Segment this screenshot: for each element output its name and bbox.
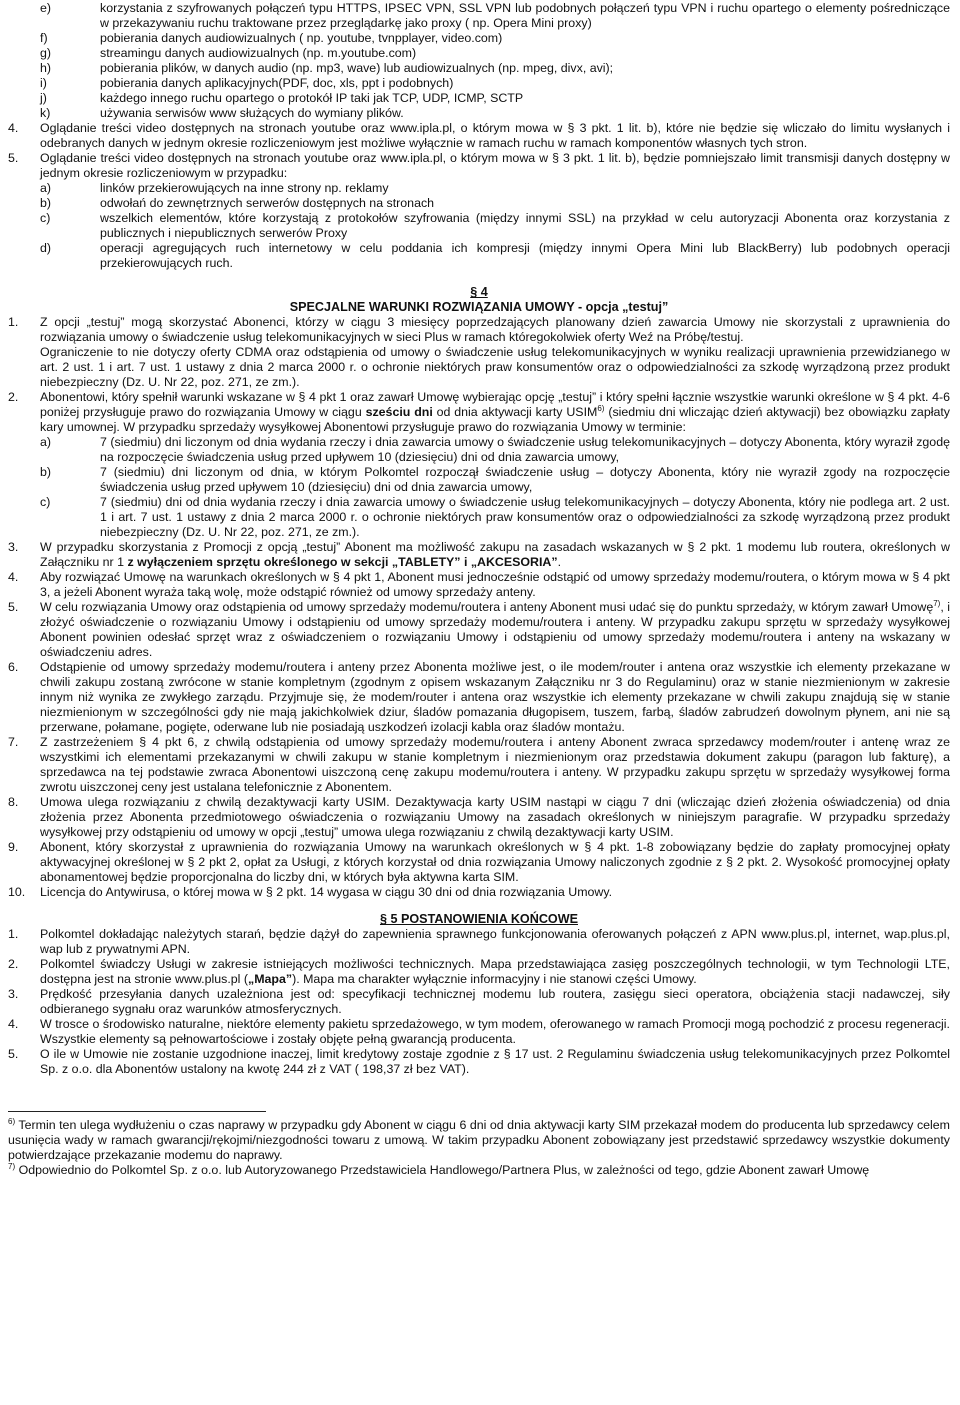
footnote-marker: 7) bbox=[8, 1161, 16, 1171]
paragraph-item: 8. Umowa ulega rozwiązaniu z chwilą dezaktywacji karty USIM. Dezaktywacja karty USIM nastąpi w ciągu 7 dni (wliczając dzień złożenia oświadczenia) od dnia złożenia przez Abonenta przedmiotowego oświadczenia o rozwiązaniu Umowy na zasadach określonych w niniejszym paragrafie. W przypadku sprzedaży wysyłkowej przy odstąpieniu od umowy w opcji „testuj” umowa ulega rozwiązaniu z chwilą dezaktywacji karty USIM. bbox=[8, 795, 950, 839]
paragraph-item: 1. Z opcji „testuj” mogą skorzystać Abonenci, którzy w ciągu 3 miesięcy poprzedzających planowany dzień zawarcia Umowy nie skorzystali z uprawnienia do rozwiązania umowy o świadczenie usług telekomunikacyjnych w sieci Plus w ramach któregokolwiek oferty Weź na Próbę/testuj. bbox=[8, 315, 950, 344]
section-number: § 4 bbox=[470, 285, 488, 299]
footnote-divider bbox=[8, 1111, 266, 1112]
list-item: d) operacji agregujących ruch internetowy w celu poddania ich kompresji (między innymi Opera Mini lub BlackBerry) lub podobnych operacji przekierowujących ruch. bbox=[40, 241, 950, 270]
list-item: k) używania serwisów www służących do wymiany plików. bbox=[40, 106, 404, 120]
paragraph-item: 3. W przypadku skorzystania z Promocji z opcją „testuj” Abonent ma możliwość zakupu na zasadach wskazanych w § 2 pkt. 1 modemu lub routera, określonych w Załączniku nr 1 z wyłączeniem sprzętu określonego w sekcji „TABLETY” i „AKCESORIA”. bbox=[8, 540, 950, 569]
list-item: i) pobierania danych aplikacyjnych(PDF, doc, xls, ppt i podobnych) bbox=[40, 76, 454, 90]
footnote-ref: 7) bbox=[933, 598, 941, 608]
paragraph-item: 9. Abonent, który skorzystał z uprawnienia do rozwiązania Umowy na warunkach określonych w § 4 pkt. 1-8 zobowiązany będzie do zapłaty promocyjnej opłaty aktywacyjnej określonej w § 2 pkt 2, opłat za Usługi, z których korzystał od dnia rozwiązania Umowy naliczonych zgodnie z § 2 pkt. 2. Wysokość promocyjnej opłaty abonamentowej będzie proporcjonalna do liczby dni, w których była aktywna karta SIM. bbox=[8, 840, 950, 884]
list-item: a) 7 (siedmiu) dni liczonym od dnia wydania rzeczy i dnia zawarcia umowy o świadczenie usług telekomunikacyjnych – dotyczy Abonenta, który wyraził zgodę na rozpoczęcie świadczenia usług przed upływem 10 (dziesięciu) dni od dnia zawarcia umowy, bbox=[40, 435, 950, 464]
list-item: f) pobierania danych audiowizualnych ( np. youtube, tvnpplayer, video.com) bbox=[40, 31, 503, 45]
list-item: a) linków przekierowujących na inne strony np. reklamy bbox=[40, 181, 389, 195]
list-item: b) 7 (siedmiu) dni liczonym od dnia, w którym Polkomtel rozpoczął świadczenie usług – dotyczy Abonenta, który nie wyraził zgody na rozpoczęcie świadczenia usług przed upływem 10 (dziesięciu) dni od dnia zawarcia umowy, bbox=[40, 465, 950, 494]
paragraph-text: Polkomtel świadczy Usługi w zakresie istniejących możliwości technicznych. Mapa przedstawiająca zasięg poszczególnych technologii, w tym Technologii LTE, dostępna jest na stronie www.plus.pl („Mapa”). Mapa ma charakter wyłącznie informacyjny i nie stanowi części Umowy. bbox=[40, 957, 950, 986]
list-item: e) korzystania z szyfrowanych połączeń typu HTTPS, IPSEC VPN, SSL VPN lub podobnych połączeń typu VPN i ruchu opartego o elementy pośredniczące w przekazywaniu ruchu traktowane przez przeglądarkę jako proxy ( np. Opera Mini proxy) bbox=[40, 1, 950, 30]
paragraph-item: 5. W celu rozwiązania Umowy oraz odstąpienia od umowy sprzedaży modemu/routera i anteny Abonent musi udać się do punktu sprzedaży, w którym zawarł Umowę$^{7)}$, i złożyć oświadczenie o rozwiązaniu Umowy i odstąpieniu od umowy sprzedaży modemu/routera i anteny. W przypadku zakupu sprzętu w sprzedaży wysyłkowej Abonent powinien odesłać sprzęt wraz z oświadczeniem o rozwiązaniu Umowy i odstąpieniu od umowy sprzedaży modemu/routera i anteny na wskazany w oświadczeniu adres. bbox=[8, 598, 950, 659]
paragraph-continuation: Ograniczenie to nie dotyczy oferty CDMA oraz odstąpienia od umowy o świadczenie usług telekomunikacyjnych w wyniku realizacji uprawnienia przewidzianego w art. 2 ust. 1 i art. 7 ust. 1 ustawy z dnia 2 marca 2000 r. o ochronie niektórych praw konsumentów oraz o odpowiedzialności za szkodę wyrządzoną przez produkt niebezpieczny (Dz. U. Nr 22, poz. 271, ze zm.). bbox=[40, 345, 950, 389]
paragraph-text: Abonentowi, który spełnił warunki wskazane w § 4 pkt 1 oraz zawarł Umowę wybierając opcję „testuj” i który spełni łącznie wszystkie warunki określone w § 4 pkt. 4-6 poniżej przysługuje prawo do rozwiązania Umowy w ciągu sześciu dni od dnia aktywacji karty USIM$^{6)}$ (siedmiu dni wliczając dzień aktywacji) bez obowiązku zapłaty kary umownej. W przypadku sprzedaży wysyłkowej Abonentowi przysługuje prawo do rozwiązania Umowy w terminie: bbox=[40, 390, 950, 434]
footnote-ref: 6) bbox=[597, 403, 605, 413]
footnote-marker: 6) bbox=[8, 1116, 16, 1126]
paragraph-item: 3. Prędkość przesyłania danych uzależniona jest od: specyfikacji technicznej modemu lub routera, zasięgu sieci operatora, obciążenia stacji nadawczej, siły odbieranego sygnału oraz warunków atmosferycznych. bbox=[8, 987, 950, 1016]
list-item: j) każdego innego ruchu opartego o protokół IP taki jak TCP, UDP, ICMP, SCTP bbox=[40, 91, 524, 105]
list-item: g) streamingu danych audiowizualnych (np. m.youtube.com) bbox=[40, 46, 417, 60]
list-item: c) 7 (siedmiu) dni od dnia wydania rzeczy i dnia zawarcia umowy o świadczenie usług telekomunikacyjnych – dotyczy Abonenta, który nie podlega art. 2 ust. 1 i art. 7 ust. 1 ustawy z dnia 2 marca 2000 r. o ochronie niektórych praw konsumentów oraz o odpowiedzialności za szkodę wyrządzoną przez produkt niebezpieczny (Dz. U. Nr 22, poz. 271, ze zm.). bbox=[40, 495, 950, 539]
paragraph-text: W celu rozwiązania Umowy oraz odstąpienia od umowy sprzedaży modemu/routera i anteny Abonent musi udać się do punktu sprzedaży, w którym zawarł Umowę$^{7)}$, i złożyć oświadczenie o rozwiązaniu Umowy i odstąpieniu od umowy sprzedaży modemu/routera i anteny. W przypadku zakupu sprzętu w sprzedaży wysyłkowej Abonent powinien odesłać sprzęt wraz z oświadczeniem o rozwiązaniu Umowy i odstąpieniu od umowy sprzedaży modemu/routera i anteny na wskazany w oświadczeniu adres. bbox=[40, 598, 950, 659]
paragraph-item: 5. O ile w Umowie nie zostanie uzgodnione inaczej, limit kredytowy zostaje zgodnie z § 17 ust. 2 Regulaminu świadczenia usług telekomunikacyjnych przez Polkomtel Sp. z o.o. dla Abonentów ustalony na kwotę 244 zł z VAT ( 198,37 zł bez VAT). bbox=[8, 1047, 950, 1076]
section-title: § 5 POSTANOWIENIA KOŃCOWE bbox=[379, 912, 578, 926]
list-item: c) wszelkich elementów, które korzystają z protokołów szyfrowania (między innymi SSL) na przykład w celu autoryzacji Abonenta oraz korzystania z publicznych i niepublicznych serwerów Proxy bbox=[40, 211, 950, 240]
paragraph-item: 2. Abonentowi, który spełnił warunki wskazane w § 4 pkt 1 oraz zawarł Umowę wybierając opcję „testuj” i który spełni łącznie wszystkie warunki określone w § 4 pkt. 4-6 poniżej przysługuje prawo do rozwiązania Umowy w ciągu sześciu dni od dnia aktywacji karty USIM$^{6)}$ (siedmiu dni wliczając dzień aktywacji) bez obowiązku zapłaty kary umownej. W przypadku sprzedaży wysyłkowej Abonentowi przysługuje prawo do rozwiązania Umowy w terminie: bbox=[8, 390, 950, 434]
paragraph-item: 7. Z zastrzeżeniem § 4 pkt 6, z chwilą odstąpienia od umowy sprzedaży modemu/routera i anteny Abonent zwraca sprzedawcy modem/router i antenę wraz ze wszystkimi ich elementami przekazanymi w chwili zakupu w stanie kompletnym i niezmienionym oraz przedstawia dokument zakupu (paragon lub fakturę), a sprzedawca na tej podstawie zwraca Abonentowi uiszczoną cenę zakupu modemu/routera i anteny. W przypadku zakupu sprzętu w sprzedaży wysyłkowej forma zwrotu uiszczonej ceny jest ustalana telefonicznie z Abonentem. bbox=[8, 735, 950, 794]
list-item: h) pobierania plików, w danych audio (np. mp3, wave) lub audiowizualnych (np. mpeg, divx, avi); bbox=[40, 61, 614, 75]
section-title: SPECJALNE WARUNKI ROZWIĄZANIA UMOWY - opcja „testuj” bbox=[289, 300, 669, 314]
paragraph-item: 4. Aby rozwiązać Umowę na warunkach określonych w § 4 pkt 1, Abonent musi jednocześnie odstąpić od umowy sprzedaży modemu/routera, o którym mowa w § 4 pkt 3, a jeżeli Abonent wyraża taką wolę, może odstąpić również od umowy sprzedaży anteny. bbox=[8, 570, 950, 599]
list-item: b) odwołań do zewnętrznych serwerów dostępnych na stronach bbox=[40, 196, 435, 210]
paragraph-item: 1. Polkomtel dokładając należytych starań, będzie dążył do zapewnienia sprawnego funkcjonowania oferowanych połączeń z APN www.plus.pl, internet, wap.plus.pl, wap lub z prywatnymi APN. bbox=[8, 927, 950, 956]
spacer bbox=[8, 900, 950, 912]
paragraph-item: 4. W trosce o środowisko naturalne, niektóre elementy pakietu sprzedażowego, w tym modem, oferowanego w ramach Promocji mogą pochodzić z procesu regeneracji. Wszystkie elementy są pełnowartościowe i zostały objęte pełną gwarancją producenta. bbox=[8, 1017, 950, 1046]
paragraph-item: 6. Odstąpienie od umowy sprzedaży modemu/routera i anteny przez Abonenta możliwe jest, o ile modem/router i antena oraz wszystkie ich elementy przekazane w chwili zakupu zostaną zwrócone w stanie kompletnym (zgodnym z opisem wskazanym Załączniku nr 3 do Regulaminu) oraz w stanie niezmienionym w zakresie innym niż wynika ze zwykłego zarządu. Przyjmuje się, że modem/router i antena oraz wszystkie ich elementy przekazane w chwili zakupu znajdują się w stanie niezmienionym w szczególności gdy nie mają jakichkolwiek dziur, śladów pomazania długopisem, tuszem, farbą, śladów zabrudzeń dowolnym płynem, ani nie są przerwane, połamane, pogięte, oderwane lub nie posiadają uszkodzeń izolacji kabla oraz śladów montażu. bbox=[8, 660, 950, 734]
spacer bbox=[8, 271, 950, 285]
paragraph-item: 4. Oglądanie treści video dostępnych na stronach youtube oraz www.ipla.pl, o którym mowa w § 3 pkt. 1 lit. b), które nie będzie się wliczało do limitu wysłanych i odebranych danych w jednym okresie rozliczeniowym jest możliwe wyłącznie w ramach ruchu w ramach komponentów własnych tych stron. bbox=[8, 121, 950, 150]
paragraph-item: 10. Licencja do Antywirusa, o której mowa w § 2 pkt. 14 wygasa w ciągu 30 dni od dnia rozwiązania Umowy. bbox=[8, 885, 613, 899]
footnote: $^{6)}$ Termin ten ulega wydłużeniu o czas naprawy w przypadku gdy Abonent w ciągu 6 dni od dnia aktywacji karty SIM przekazał modem do producenta lub sprzedawcy celem usunięcia wady w ramach gwarancji/rękojmi/niezgodności towaru z umową. W takim przypadku Abonent zobowiązany jest przedstawić sprzedawcy wszystkie dokumenty potwierdzające przekazanie modemu do naprawy. bbox=[8, 1116, 951, 1162]
paragraph-text: W przypadku skorzystania z Promocji z opcją „testuj” Abonent ma możliwość zakupu na zasadach wskazanych w § 2 pkt. 1 modemu lub routera, określonych w Załączniku nr 1 z wyłączeniem sprzętu określonego w sekcji „TABLETY” i „AKCESORIA”. bbox=[40, 540, 950, 569]
top-list bbox=[8, 1, 950, 121]
paragraph-item: 5. Oglądanie treści video dostępnych na stronach youtube oraz www.ipla.pl, o którym mowa w § 3 pkt. 1 lit. b), będzie pomniejszało limit transmisji danych dostępny w jednym okresie rozliczeniowym w przypadku: bbox=[8, 151, 950, 180]
footnote: $^{7)}$ Odpowiednio do Polkomtel Sp. z o.o. lub Autoryzowanego Przedstawiciela Handlowego/Partnera Plus, w zależności od tego, gdzie Abonent zawarł Umowę bbox=[8, 1161, 870, 1177]
paragraph-item: 2. Polkomtel świadczy Usługi w zakresie istniejących możliwości technicznych. Mapa przedstawiająca zasięg poszczególnych technologii, w tym Technologii LTE, dostępna jest na stronie www.plus.pl („Mapa”). Mapa ma charakter wyłącznie informacyjny i nie stanowi części Umowy. bbox=[8, 957, 950, 986]
